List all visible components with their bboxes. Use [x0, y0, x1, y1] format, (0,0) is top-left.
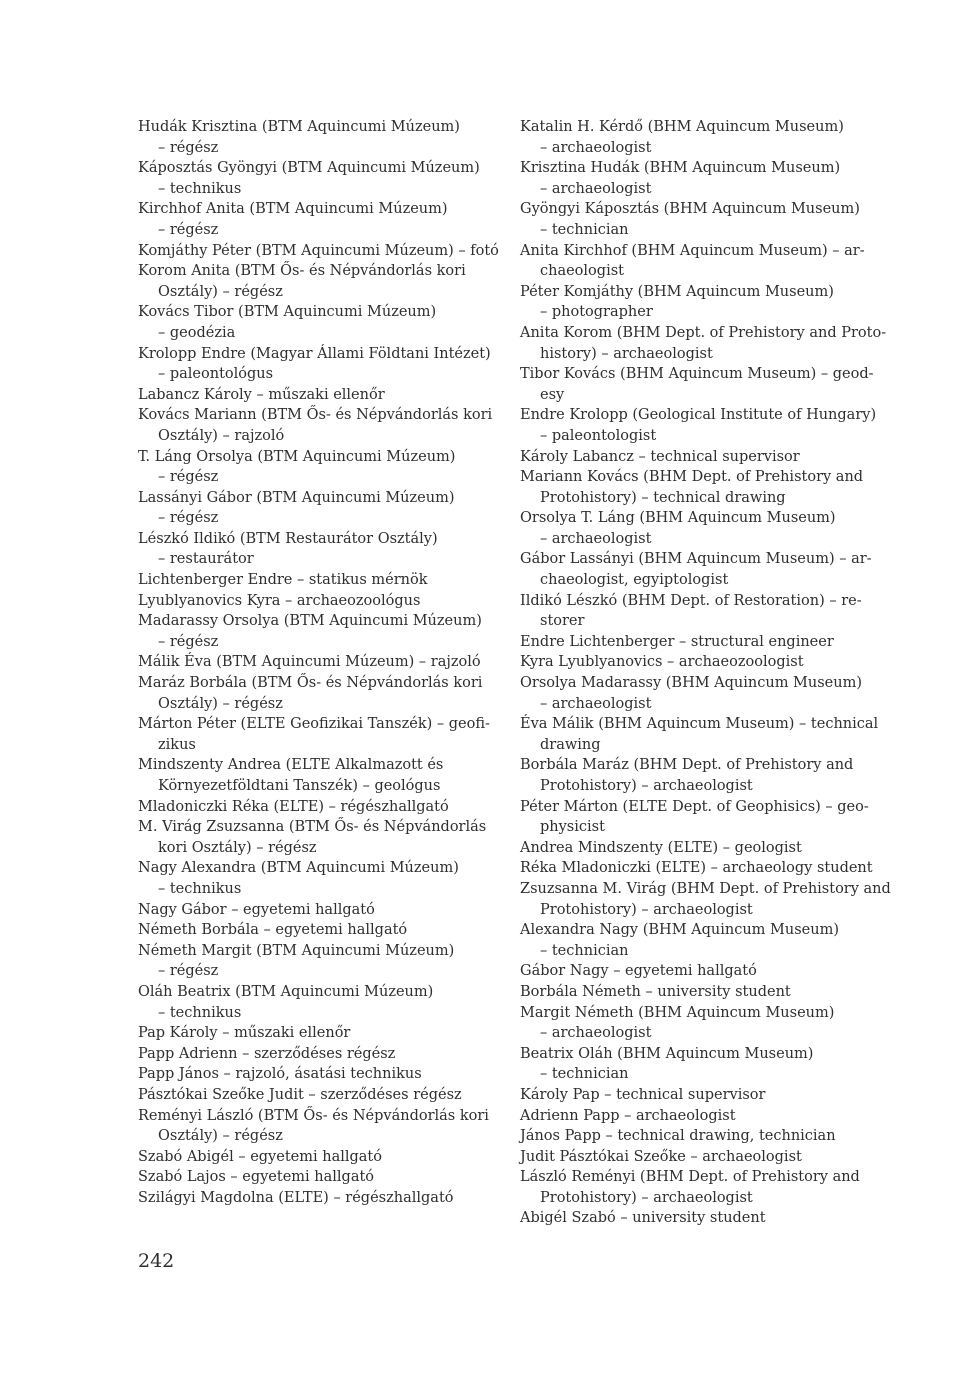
credit-line: Gyöngyi Káposztás (BHM Aquincum Museum)	[520, 201, 860, 218]
credit-line: Tibor Kovács (BHM Aquincum Museum) – geod-	[520, 366, 874, 383]
credit-line: – archaeologist	[540, 180, 652, 197]
credit-line: Katalin H. Kérdő (BHM Aquincum Museum)	[520, 119, 844, 135]
credit-line: Osztály) – régész	[158, 695, 283, 712]
credit-line: Osztály) – régész	[158, 283, 283, 300]
credit-line: – régész	[158, 469, 219, 486]
credit-line: Szabó Lajos – egyetemi hallgató	[138, 1169, 375, 1186]
credit-line: – régész	[158, 221, 219, 238]
credit-line: Környezetföldtani Tanszék) – geológus	[158, 778, 441, 794]
credit-line: Borbála Németh – university student	[520, 983, 791, 1000]
credit-line: – geodézia	[158, 324, 236, 341]
credit-line: Málik Éva (BTM Aquincumi Múzeum) – rajzoló	[138, 654, 481, 671]
credit-line: Lassányi Gábor (BTM Aquincumi Múzeum)	[138, 489, 455, 506]
credit-line: Mindszenty Andrea (ELTE Alkalmazott és	[138, 757, 444, 774]
credit-line: Károly Labancz – technical supervisor	[520, 448, 800, 465]
credit-line: zikus	[158, 736, 196, 753]
credit-line: M. Virág Zsuzsanna (BTM Ős- és Népvándorlás	[138, 819, 487, 836]
credit-line: Labancz Károly – műszaki ellenőr	[138, 386, 385, 403]
credit-line: Endre Krolopp (Geological Institute of Hungary)	[520, 407, 877, 424]
credit-line: Hudák Krisztina (BTM Aquincumi Múzeum)	[138, 119, 460, 135]
credit-line: Alexandra Nagy (BHM Aquincum Museum)	[520, 922, 839, 939]
credit-line: Anita Korom (BHM Dept. of Prehistory and Proto-	[520, 324, 887, 341]
credit-line: Anita Kirchhof (BHM Aquincum Museum) – ar-	[520, 242, 865, 259]
credit-line: Borbála Maráz (BHM Dept. of Prehistory and	[520, 757, 854, 774]
credit-line: Orsolya T. Láng (BHM Aquincum Museum)	[520, 510, 836, 527]
credit-line: esy	[540, 386, 565, 403]
credit-line: storer	[540, 613, 585, 630]
credit-line: Lészkó Ildikó (BTM Restaurátor Osztály)	[138, 530, 438, 547]
credit-line: Mladoniczki Réka (ELTE) – régészhallgató	[138, 798, 449, 815]
credit-line: – technician	[540, 221, 629, 238]
credit-line: Papp Adrienn – szerződéses régész	[138, 1045, 396, 1062]
credit-line: Komjáthy Péter (BTM Aquincumi Múzeum) – fotó	[138, 242, 499, 259]
credit-line: – régész	[158, 510, 219, 527]
credit-line: chaeologist, egyiptologist	[540, 572, 729, 589]
credit-line: – archaeologist	[540, 1025, 652, 1042]
credit-line: Osztály) – rajzoló	[158, 427, 285, 444]
credit-line: Nagy Alexandra (BTM Aquincumi Múzeum)	[138, 860, 459, 877]
credit-line: kori Osztály) – régész	[158, 839, 317, 856]
credit-line: – technician	[540, 1066, 629, 1083]
credit-line: Madarassy Orsolya (BTM Aquincumi Múzeum)	[138, 613, 482, 630]
credit-line: T. Láng Orsolya (BTM Aquincumi Múzeum)	[138, 448, 456, 465]
credit-line: Gábor Lassányi (BHM Aquincum Museum) – ar-	[520, 551, 872, 568]
credit-line: – restaurátor	[158, 551, 254, 568]
credit-line: Pásztókai Szeőke Judit – szerződéses régész	[138, 1086, 462, 1103]
credit-line: – technikus	[158, 880, 242, 897]
credit-line: László Reményi (BHM Dept. of Prehistory and	[520, 1169, 860, 1186]
credit-line: Kirchhof Anita (BTM Aquincumi Múzeum)	[138, 201, 448, 218]
credit-line: Endre Lichtenberger – structural engineer	[520, 633, 834, 650]
credit-line: Ildikó Lészkó (BHM Dept. of Restoration) – re-	[520, 592, 862, 609]
credit-line: – archaeologist	[540, 695, 652, 712]
credit-line: Protohistory) – archaeologist	[540, 1189, 753, 1206]
credit-line: Éva Málik (BHM Aquincum Museum) – technical	[520, 716, 879, 733]
credit-line: Reményi László (BTM Ős- és Népvándorlás kori	[138, 1107, 489, 1124]
page-number: 242	[138, 1250, 175, 1272]
credit-line: Károly Pap – technical supervisor	[520, 1086, 766, 1103]
credit-line: Margit Németh (BHM Aquincum Museum)	[520, 1004, 835, 1021]
credit-line: Péter Komjáthy (BHM Aquincum Museum)	[520, 283, 834, 300]
credit-line: Krisztina Hudák (BHM Aquincum Museum)	[520, 160, 841, 177]
credit-line: Gábor Nagy – egyetemi hallgató	[520, 963, 757, 980]
credit-line: Krolopp Endre (Magyar Állami Földtani Intézet)	[138, 345, 491, 362]
credit-line: Mariann Kovács (BHM Dept. of Prehistory and	[520, 469, 864, 486]
credit-line: János Papp – technical drawing, technician	[520, 1128, 836, 1145]
credit-line: – paleontológus	[158, 366, 274, 383]
credit-line: Orsolya Madarassy (BHM Aquincum Museum)	[520, 675, 863, 692]
credit-line: Pap Károly – műszaki ellenőr	[138, 1025, 351, 1042]
credit-line: Beatrix Oláh (BHM Aquincum Museum)	[520, 1045, 814, 1062]
credit-line: Kovács Mariann (BTM Ős- és Népvándorlás kori	[138, 407, 493, 424]
credit-line: – technikus	[158, 1004, 242, 1021]
credit-line: physicist	[540, 819, 605, 836]
credit-line: – technician	[540, 942, 629, 959]
credit-line: Oláh Beatrix (BTM Aquincumi Múzeum)	[138, 983, 434, 1000]
credit-line: Osztály) – régész	[158, 1128, 283, 1145]
credit-line: Lichtenberger Endre – statikus mérnök	[138, 572, 428, 589]
credit-line: Judit Pásztókai Szeőke – archaeologist	[520, 1148, 802, 1165]
credit-line: Zsuzsanna M. Virág (BHM Dept. of Prehistory and	[520, 880, 891, 897]
hungarian-credits-column	[138, 117, 499, 1208]
credit-line: chaeologist	[540, 263, 624, 280]
credit-line: Kyra Lyublyanovics – archaeozoologist	[520, 654, 804, 671]
credit-line: Németh Borbála – egyetemi hallgató	[138, 922, 408, 939]
credit-line: Szabó Abigél – egyetemi hallgató	[138, 1148, 382, 1165]
credit-line: Nagy Gábor – egyetemi hallgató	[138, 901, 375, 918]
credit-line: Protohistory) – archaeologist	[540, 778, 753, 794]
credit-line: Kovács Tibor (BTM Aquincumi Múzeum)	[138, 304, 437, 321]
credit-line: Márton Péter (ELTE Geofizikai Tanszék) – geofi-	[138, 716, 490, 733]
credit-line: Abigél Szabó – university student	[520, 1210, 766, 1227]
credit-line: Papp János – rajzoló, ásatási technikus	[138, 1066, 422, 1083]
credit-line: – photographer	[540, 304, 653, 321]
credit-line: Maráz Borbála (BTM Ős- és Népvándorlás kori	[138, 675, 483, 692]
credit-line: Szilágyi Magdolna (ELTE) – régészhallgató	[138, 1189, 454, 1206]
credit-line: Péter Márton (ELTE Dept. of Geophisics) – geo-	[520, 798, 869, 815]
credit-line: drawing	[540, 736, 601, 753]
credit-line: – paleontologist	[540, 427, 657, 444]
credit-line: – technikus	[158, 180, 242, 197]
english-credits-column	[520, 117, 891, 1229]
credit-line: Protohistory) – archaeologist	[540, 901, 753, 918]
credit-line: history) – archaeologist	[540, 345, 713, 362]
credit-line: – régész	[158, 633, 219, 650]
credit-line: – archaeologist	[540, 139, 652, 156]
credit-line: Réka Mladoniczki (ELTE) – archaeology student	[520, 860, 873, 877]
credit-line: – régész	[158, 963, 219, 980]
credit-line: Lyublyanovics Kyra – archaeozoológus	[138, 592, 421, 609]
credit-line: Káposztás Gyöngyi (BTM Aquincumi Múzeum)	[138, 160, 480, 177]
credit-line: Protohistory) – technical drawing	[540, 489, 786, 506]
credit-line: Korom Anita (BTM Ős- és Népvándorlás kori	[138, 263, 466, 280]
credit-line: Németh Margit (BTM Aquincumi Múzeum)	[138, 942, 455, 959]
credit-line: Adrienn Papp – archaeologist	[520, 1107, 736, 1124]
credit-line: – archaeologist	[540, 530, 652, 547]
credit-line: Andrea Mindszenty (ELTE) – geologist	[520, 839, 802, 856]
credit-line: – régész	[158, 139, 219, 156]
